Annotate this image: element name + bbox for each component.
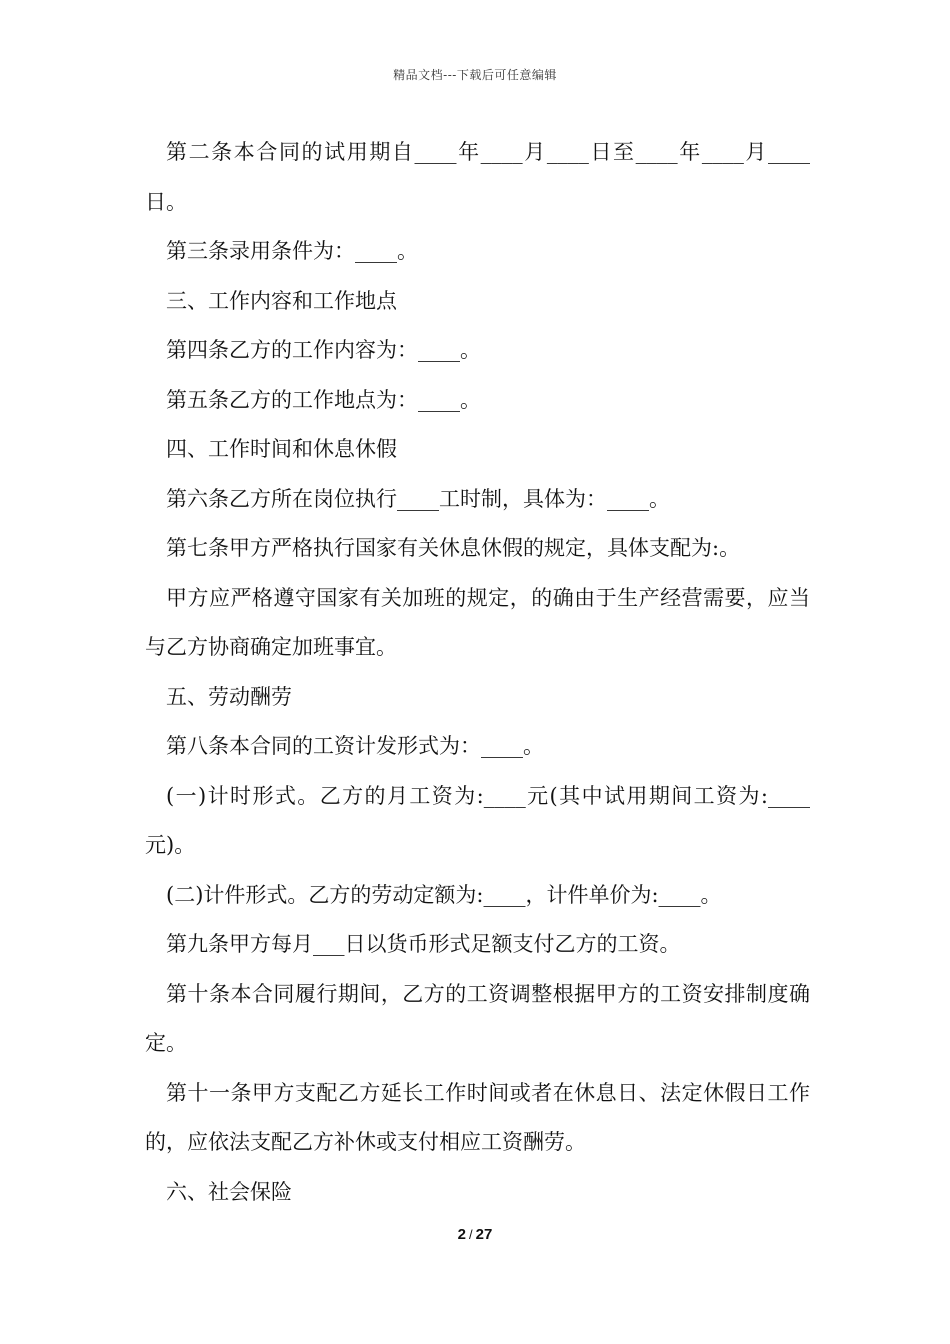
paragraph-article-9: 第九条甲方每月___日以货币形式足额支付乙方的工资。 [166, 932, 681, 956]
paragraph-article-10: 第十条本合同履行期间，乙方的工资调整根据甲方的工资安排制度确定。 [145, 981, 810, 1055]
paragraph-article-8: 第八条本合同的工资计发形式为：____。 [166, 734, 544, 758]
total-pages-number: 27 [475, 1226, 493, 1243]
paragraph-article-4: 第四条乙方的工作内容为：____。 [166, 338, 481, 362]
section-heading-3: 三、工作内容和工作地点 [166, 288, 397, 313]
paragraph-article-5: 第五条乙方的工作地点为：____。 [166, 387, 481, 412]
paragraph-article-7: 第七条甲方严格执行国家有关休息休假的规定，具体支配为:。 [166, 536, 741, 560]
document-body [145, 128, 810, 1217]
section-heading-4: 四、工作时间和休息休假 [166, 437, 397, 461]
paragraph-article-3: 第三条录用条件为：____。 [166, 239, 418, 263]
section-heading-5: 五、劳动酬劳 [166, 684, 292, 709]
page-separator: / [469, 1227, 473, 1242]
paragraph-article-2: 第二条本合同的试用期自____年____月____日至____年____月____日。 [145, 140, 810, 214]
paragraph-piece-rate-pay: (二)计件形式。乙方的劳动定额为:____，计件单价为:____。 [166, 882, 722, 907]
current-page-number: 2 [457, 1226, 467, 1243]
page-number [0, 1226, 950, 1243]
paragraph-overtime: 甲方应严格遵守国家有关加班的规定，的确由于生产经营需要，应当与乙方协商确定加班事宜。 [145, 585, 810, 659]
paragraph-time-based-pay: (一)计时形式。乙方的月工资为:____元(其中试用期间工资为:____元)。 [145, 783, 810, 857]
page-header: 精品文档---下载后可任意编辑 [393, 68, 557, 82]
paragraph-article-11: 第十一条甲方支配乙方延长工作时间或者在休息日、法定休假日工作的，应依法支配乙方补休或支付相应工资酬劳。 [145, 1080, 810, 1154]
paragraph-article-6: 第六条乙方所在岗位执行____工时制，具体为：____。 [166, 486, 670, 511]
section-heading-6: 六、社会保险 [166, 1179, 292, 1204]
